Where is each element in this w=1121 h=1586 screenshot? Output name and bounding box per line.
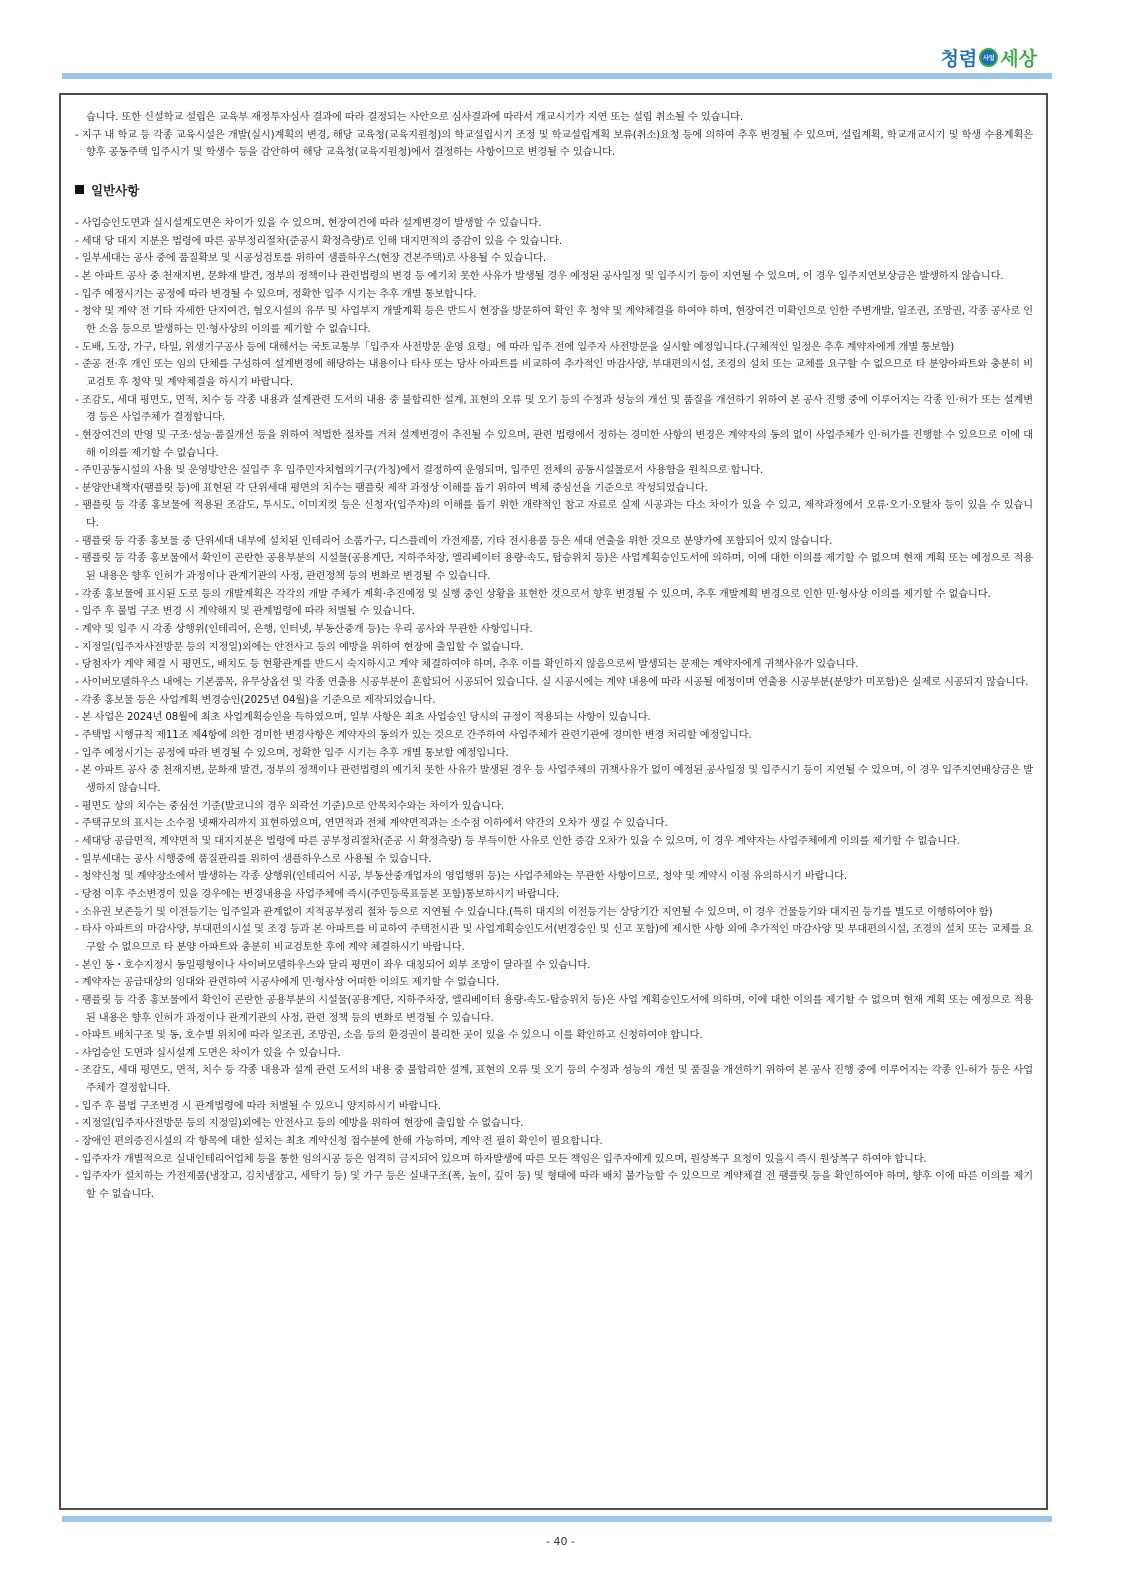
list-item: - 입주자가 개별적으로 실내인테리어업체 등을 통한 임의시공 등은 엄격히 금지되어 있으며 하자발생에 따른 모든 책임은 입주자에게 있으며, 원상복구 요청이 있을시 즉시 원상복구 하여야 합니다. <box>75 1153 927 1165</box>
list-item: - 당첨자가 계약 체결 시 평면도, 배치도 등 현황관계를 반드시 숙지하시고 계약 체결하여야 하며, 추후 이를 확인하지 않음으로써 발생되는 문제는 계약자에게 귀책사유가 있습니다. <box>75 659 859 671</box>
list-item: - 분양안내책자(팸플릿 등)에 표현된 각 단위세대 평면의 치수는 팸플릿 제작 과정상 이해를 돕기 위하여 벽체 중심선을 기준으로 작성되었습니다. <box>75 482 708 494</box>
list-item: - 팸플릿 등 각종 홍보물에 적용된 조감도, 투시도, 이미지컷 등은 신청자(입주자)의 이해를 돕기 위한 개략적인 참고 자료로 실제 시공과는 다소 차이가 있을 수 있고, 제작과정에서 오류·오기·오탈자 등이 있을 수 있습니다. <box>75 500 1033 530</box>
list-item: - 지정일(입주자사전방문 등의 지정일)외에는 안전사고 등의 예방을 위하여 현장에 출입할 수 없습니다. <box>75 1118 524 1130</box>
list-item: - 주택규모의 표시는 소수점 넷째자리까지 표현하였으며, 연면적과 전체 계약면적과는 소수점 이하에서 약간의 오차가 생길 수 있습니다. <box>75 818 668 830</box>
list-item: - 본인 동・호수지정시 동일평형이나 사이버모델하우스와 달리 평면이 좌우 대칭되어 외부 조망이 달라질 수 있습니다. <box>75 959 591 971</box>
list-item: - 각종 홍보물에 표시된 도로 등의 개발계획은 각각의 개발 주체가 계획·추진예정 및 실행 중인 상황을 표현한 것으로서 향후 변경될 수 있으며, 추후 개발계획 변경으로 인한 민·형사상 이의를 제기할 수 없습니다. <box>75 588 991 600</box>
logo-text-part1: 청렴 <box>940 48 978 70</box>
list-item: - 청약 및 계약 전 기타 자세한 단지여건, 혐오시설의 유무 및 사업부지 개발계획 등은 반드시 현장을 방문하여 확인 후 청약 및 계약체결을 하여야 하며, 현장여건 미확인으로 인한 주변개발, 일조권, 조망권, 각종 공사로 인한 소음 등으로 발생하는 민·형사상의 이의를 제기할 수 없습니다. <box>75 306 1033 335</box>
logo-emblem-icon: 사업 <box>979 48 998 67</box>
list-item: - 팸플릿 등 각종 홍보물에서 확인이 곤란한 공용부분의 시설물(공용계단, 지하주차장, 엘리베이터 용량-속도-탑승위치 등)은 사업 계획승인도서에 의하며, 이에 대한 이의를 제기할 수 없으며 현재 계획 또는 예정으로 적용된 내용은 향후 인허가 과정이나 관계기관의 사정, 관련 정책 등의 변화로 변경될 수 있습니다. <box>75 994 1033 1024</box>
list-item: - 준공 전·후 개인 또는 임의 단체를 구성하여 설계변경에 해당하는 내용이나 타사 또는 당사 아파트를 비교하여 추가적인 마감사양, 부대편의시설, 조경의 설치 또는 교체를 요구할 수 없으므로 타 분양아파트와 충분히 비교검토 후 청약 및 계약체결을 하시기 바랍니다. <box>75 359 1033 388</box>
list-item: - 주민공동시설의 사용 및 운영방안은 실입주 후 입주민자치협의기구(가칭)에서 결정하여 운영되며, 입주민 전체의 공동시설물로서 사용함을 원칙으로 합니다. <box>75 465 764 477</box>
list-item: - 팸플릿 등 각종 홍보물 중 단위세대 내부에 설치된 인테리어 소품가구, 디스플레이 가전제품, 기타 전시용품 등은 세대 연출을 위한 것으로 분양가에 포함되어 있지 않습니다. <box>75 535 833 547</box>
list-item: - 평면도 상의 치수는 중심선 기준(발코니의 경우 외곽선 기준)으로 안목치수와는 차이가 있습니다. <box>75 800 504 812</box>
list-item: - 계약자는 공급대상의 임대와 관련하여 시공사에게 민·형사상 어떠한 이의도 제기할 수 없습니다. <box>75 977 500 989</box>
list-item: - 사이버모델하우스 내에는 기본품목, 유무상옵션 및 각종 연출용 시공부분이 혼합되어 시공되어 있습니다. 실 시공시에는 계약 내용에 따라 시공될 예정이며 연출용 시공부분(분양가 미포함)은 실제로 시공되지 않습니다. <box>75 677 1029 689</box>
page-number: - 40 - <box>546 1535 575 1548</box>
list-item: - 입주 예정시기는 공정에 따라 변경될 수 있으며, 정확한 입주 시기는 추후 개별 통보할 예정입니다. <box>75 747 509 759</box>
list-item: - 일부세대는 공사 시행중에 품질관리를 위하여 샘플하우스로 사용될 수 있습니다. <box>75 853 432 865</box>
list-item: - 세대 당 대지 지분은 법령에 따른 공부정리절차(준공시 확정측량)로 인해 대지면적의 증감이 있을 수 있습니다. <box>75 235 563 247</box>
section-heading <box>75 181 1033 199</box>
list-item: - 당첨 이후 주소변경이 있을 경우에는 변경내용을 사업주체에 즉시(주민등록표등본 포함)통보하시기 바랍니다. <box>75 888 560 900</box>
list-item: - 지정일(입주자사전방문 등의 지정일)외에는 안전사고 등의 예방을 위하여 현장에 출입할 수 없습니다. <box>75 641 524 653</box>
list-item: - 본 아파트 공사 중 천재지변, 문화재 발견, 정부의 정책이나 관련법령의 변경 등 예기치 못한 사유가 발생될 경우 예정된 공사일정 및 입주시기 등이 지연될 수 있으며, 이 경우 입주지연보상금은 발생하지 않습니다. <box>75 270 1004 282</box>
list-item: - 입주 예정시기는 공정에 따라 변경될 수 있으며, 정확한 입주 시기는 추후 개별 통보합니다. <box>75 288 477 300</box>
list-item: - 사업승인도면과 실시설계도면은 차이가 있을 수 있으며, 현장여건에 따라 설계변경이 발생할 수 있습니다. <box>75 217 542 229</box>
list-item: - 조감도, 세대 평면도, 면적, 치수 등 각종 내용과 설계관련 도서의 내용 중 불합리한 설계, 표현의 오류 및 오기 등의 수정과 성능의 개선 및 품질을 개선하기 위하여 본 공사 진행 중에 이루어지는 각종 인·허가 또는 설계변경 등은 사업주체가 결정합니다. <box>75 394 1033 424</box>
list-item: - 청약신청 및 계약장소에서 발생하는 각종 상행위(인테리어 시공, 부동산중개업자의 영업행위 등)는 사업주체와는 무관한 사항이므로, 청약 및 계약시 이점 유의하시기 바랍니다. <box>75 871 847 883</box>
list-item: - 입주 후 불법 구조 변경 시 계약해지 및 관계법령에 따라 처벌될 수 있습니다. <box>75 606 415 618</box>
general-items-list <box>75 215 1033 1204</box>
list-item: - 도배, 도장, 가구, 타일, 위생기구공사 등에 대해서는 국토교통부「입주자 사전방문 운영 요령」에 따라 입주 전에 입주자 사전방문을 실시할 예정입니다.(구체적인 일정은 추후 계약자에게 개별 통보함) <box>75 341 955 353</box>
list-item: - 아파트 배치구조 및 동, 호수별 위치에 따라 일조권, 조망권, 소음 등의 환경권이 불리한 곳이 있을 수 있으니 이를 확인하고 신청하여야 합니다. <box>75 1030 703 1042</box>
content-box <box>59 93 1048 1510</box>
list-item: - 입주 후 불법 구조변경 시 관계법령에 따라 처벌될 수 있으니 양지하시기 바랍니다. <box>75 1100 441 1112</box>
list-item: - 소유권 보존등기 및 이전등기는 입주일과 관계없이 지적공부정리 절차 등으로 지연될 수 있습니다.(특히 대지의 이전등기는 상당기간 지연될 수 있으며, 이 경우 건물등기와 대지권 등기를 별도로 이행하여야 함) <box>75 906 993 918</box>
list-item: - 장애인 편의증진시설의 각 항목에 대한 설치는 최초 계약신청 접수분에 한해 가능하며, 계약 전 필히 확인이 필요합니다. <box>75 1136 603 1148</box>
list-item: - 조감도, 세대 평면도, 면적, 치수 등 각종 내용과 설계 관련 도서의 내용 중 불합리한 설계, 표현의 오류 및 오기 등의 수정과 성능의 개선 및 품질을 개선하기 위하여 본 공사 진행 중에 이루어지는 각종 인-허가 등은 사업주체가 결정합니다. <box>75 1065 1033 1095</box>
list-item: - 세대당 공급면적, 계약면적 및 대지지분은 법령에 따른 공부정리절차(준공 시 확정측량) 등 부득이한 사유로 인한 증감 오차가 있을 수 있으며, 이 경우 계약자는 사업주체에게 이의를 제기할 수 없습니다. <box>75 835 960 847</box>
intro-continuation: 습니다. 또한 신설학교 설립은 교육부 재정투자심사 결과에 따라 결정되는 사안으로 심사결과에 따라서 개교시기가 지연 또는 설립 취소될 수 있습니다. <box>86 112 743 123</box>
list-item: - 팸플릿 등 각종 홍보물에서 확인이 곤란한 공용부분의 시설물(공용계단, 지하주차장, 엘리베이터 용량·속도, 탑승위치 등)은 사업계획승인도서에 의하며, 이에 대한 이의를 제기할 수 없으며 현재 계획 또는 예정으로 적용된 내용은 향후 인허가 과정이나 관계기관의 사정, 관련정책 등의 변화로 변경될 수 있습니다. <box>75 553 1033 583</box>
footer-accent-bar <box>62 1516 1052 1522</box>
logo-text-part2: 세상 <box>1000 48 1037 70</box>
list-item: - 현장여건의 반영 및 구조·성능·품질개선 등을 위하여 적법한 절차를 거쳐 설계변경이 추진될 수 있으며, 관련 법령에서 정하는 경미한 사항의 변경은 계약자의 동의 없이 사업주체가 인·허가를 진행할 수 있으므로 이에 대해 이의를 제기할 수 없습니다. <box>75 429 1033 459</box>
list-item: - 각종 홍보물 등은 사업계획 변경승인(2025년 04월)을 기준으로 제작되었습니다. <box>75 694 436 706</box>
list-item: - 일부세대는 공사 중에 품질확보 및 시공성검토를 위하여 샘플하우스(현장 견본주택)로 사용될 수 있습니다. <box>75 253 546 265</box>
list-item: - 주택법 시행규칙 제11조 제4항에 의한 경미한 변경사항은 계약자의 동의가 있는 것으로 간주하여 사업주체가 관련기관에 경미한 변경 처리할 예정입니다. <box>75 730 752 741</box>
list-item: - 본 사업은 2024년 08월에 최초 사업계획승인을 득하였으며, 일부 사항은 최초 사업승인 당시의 규정이 적용되는 사항이 있습니다. <box>75 712 651 724</box>
list-item: - 계약 및 입주 시 각종 상행위(인테리어, 은행, 인터넷, 부동산중개 등)는 우리 공사와 무관한 사항입니다. <box>75 624 533 636</box>
list-item: - 입주자가 설치하는 가전제품(냉장고, 김치냉장고, 세탁기 등) 및 가구 등은 실내구조(폭, 높이, 깊이 등) 및 형태에 따라 배치 불가능할 수 있으므로 계약체결 전 팸플릿 등을 확인하여야 하며, 향후 이에 따른 이의를 제기할 수 없습니다. <box>75 1171 1033 1201</box>
intro-item: - 지구 내 학교 등 각종 교육시설은 개발(실시)계획의 변경, 해당 교육청(교육지원청)의 학교설립시기 조정 및 학교설립계획 보류(취소)요청 등에 의하여 추후 변경될 수 있으며, 설립계획, 학교개교시기 및 학생 수용계획은 향후 공동주택 입주시기 및 학생수 등을 감안하여 해당 교육청(교육지원청)에서 결정하는 사항이므로 변경될 수 있습니다. <box>75 129 1033 159</box>
list-item: - 사업승인 도면과 실시설계 도면은 차이가 있을 수 있습니다. <box>75 1047 341 1059</box>
section-title: 일반사항 <box>91 182 140 198</box>
header-accent-bar <box>62 73 1052 79</box>
list-item: - 본 아파트 공사 중 천재지변, 문화재 발견, 정부의 정책이나 관련법령의 예기치 못한 사유가 발생된 경우 등 사업주체의 귀책사유가 없이 예정된 공사일정 및 입주시기 등이 지연될 수 있으며, 이 경우 입주지연배상금은 발생하지 않습니다. <box>75 765 1033 794</box>
logo <box>941 44 1037 71</box>
list-item: - 타사 아파트의 마감사양, 부대편의시설 및 조경 등과 본 아파트를 비교하여 주택전시관 및 사업계획승인도서(변경승인 및 신고 포함)에 제시한 사항 외에 추가적인 마감사양 및 부대편의시설, 조경의 설치 또는 교체를 요구할 수 없으므로 타 분양 아파트와 충분히 비교검토한 후에 계약 체결하시기 바랍니다. <box>75 924 1033 953</box>
square-bullet-icon <box>75 185 84 194</box>
